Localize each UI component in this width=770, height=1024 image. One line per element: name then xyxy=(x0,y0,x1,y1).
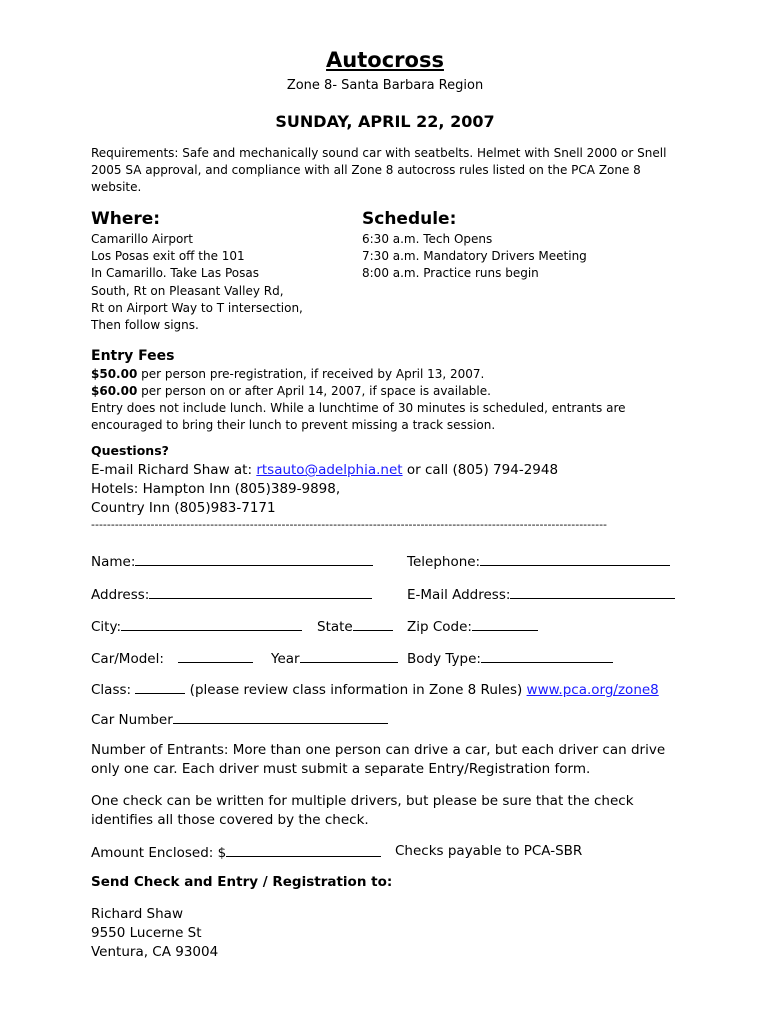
where-line: Camarillo Airport xyxy=(91,232,193,246)
fee-amount-late: $60.00 xyxy=(91,384,138,398)
questions-heading: Questions? xyxy=(91,443,169,458)
schedule-line: 6:30 a.m. Tech Opens xyxy=(362,232,493,246)
address-line: Richard Shaw xyxy=(91,906,183,922)
email-link[interactable]: rtsauto@adelphia.net xyxy=(256,462,403,478)
check-text: One check can be written for multiple drivers, but please be sure that the check identifies all those covered by the check. xyxy=(91,793,634,828)
fee-text-late: per person on or after April 14, 2007, if space is available. xyxy=(137,384,491,398)
name-blank[interactable] xyxy=(135,552,373,566)
address-field[interactable] xyxy=(91,585,372,603)
state-field[interactable] xyxy=(317,617,393,635)
car-number-field[interactable] xyxy=(91,710,388,728)
requirements-text: Requirements: Safe and mechanically sound car with seatbelts. Helmet with Snell 2000 or Snell 2005 SA approval, and compliance with all Zone 8 autocross rules listed on the PCA Zone 8 website. xyxy=(91,146,667,194)
send-heading: Send Check and Entry / Registration to: xyxy=(91,874,393,890)
region-subtitle: Zone 8- Santa Barbara Region xyxy=(286,78,484,93)
zip-label: Zip Code: xyxy=(407,619,472,635)
where-line: In Camarillo. Take Las Posas xyxy=(91,266,259,281)
checks-payable: Checks payable to PCA-SBR xyxy=(395,843,583,859)
where-line: South, Rt on Pleasant Valley Rd, xyxy=(91,283,284,298)
fee-line-pre xyxy=(91,366,691,383)
questions-contact xyxy=(91,461,558,518)
city-blank[interactable] xyxy=(121,617,302,631)
where-directions xyxy=(91,231,303,334)
amount-blank[interactable] xyxy=(226,843,381,857)
email-suffix: or call (805) 794-2948 xyxy=(402,462,559,478)
schedule-heading: Schedule: xyxy=(362,209,457,229)
name-field[interactable] xyxy=(91,552,373,570)
email-prefix: E-mail Richard Shaw at: xyxy=(91,462,257,478)
lunch-note: Entry does not include lunch. While a lunchtime of 30 minutes is scheduled, entrants are encouraged to bring their lunch to prevent missing a track session. xyxy=(91,401,626,432)
schedule-list xyxy=(362,231,587,283)
entry-fees-heading: Entry Fees xyxy=(91,348,175,364)
hotel-line: Country Inn (805)983-7171 xyxy=(91,500,276,516)
email-address-blank[interactable] xyxy=(510,585,675,599)
cut-line-separator: ---------------------------------------------------------------------------------------------------------------------------------- xyxy=(91,518,608,531)
zip-field[interactable] xyxy=(407,617,538,635)
car-model-field[interactable] xyxy=(91,649,253,667)
car-model-label: Car/Model: xyxy=(91,651,164,667)
car-number-blank[interactable] xyxy=(173,710,388,724)
fee-text-pre: per person pre-registration, if received by April 13, 2007. xyxy=(137,367,485,381)
schedule-line: 7:30 a.m. Mandatory Drivers Meeting xyxy=(362,249,587,264)
year-blank[interactable] xyxy=(300,649,398,663)
amount-label: Amount Enclosed: $ xyxy=(91,845,227,861)
event-date: SUNDAY, APRIL 22, 2007 xyxy=(275,112,495,131)
amount-field[interactable] xyxy=(91,843,381,861)
body-type-label: Body Type: xyxy=(407,651,481,667)
entry-fees-text xyxy=(91,366,691,434)
state-label: State xyxy=(317,619,353,635)
fee-amount-pre: $50.00 xyxy=(91,367,138,381)
zone8-rules-link[interactable]: www.pca.org/zone8 xyxy=(526,682,659,698)
city-field[interactable] xyxy=(91,617,302,635)
email-address-field[interactable] xyxy=(407,585,675,603)
hotel-line: Hotels: Hampton Inn (805)389-9898, xyxy=(91,481,341,497)
class-blank[interactable] xyxy=(135,680,185,694)
zip-blank[interactable] xyxy=(472,617,538,631)
class-field[interactable] xyxy=(91,680,659,698)
year-field[interactable] xyxy=(271,649,398,667)
body-type-field[interactable] xyxy=(407,649,613,667)
body-type-blank[interactable] xyxy=(481,649,613,663)
where-line: Rt on Airport Way to T intersection, xyxy=(91,300,303,315)
address-line: Ventura, CA 93004 xyxy=(91,944,219,960)
telephone-field[interactable] xyxy=(407,552,670,570)
schedule-line: 8:00 a.m. Practice runs begin xyxy=(362,266,539,281)
car-model-blank[interactable] xyxy=(178,649,253,663)
city-label: City: xyxy=(91,619,122,635)
where-line: Los Posas exit off the 101 xyxy=(91,249,245,264)
where-heading: Where: xyxy=(91,209,161,229)
page-title: Autocross xyxy=(326,48,444,72)
telephone-label: Telephone: xyxy=(407,554,481,570)
address-blank[interactable] xyxy=(149,585,372,599)
fee-line-late xyxy=(91,383,691,400)
address-line: 9550 Lucerne St xyxy=(91,925,202,941)
class-label: Class: xyxy=(91,682,132,698)
name-label: Name: xyxy=(91,554,136,570)
state-blank[interactable] xyxy=(353,617,393,631)
where-line: Then follow signs. xyxy=(91,318,199,333)
year-label: Year xyxy=(271,651,300,667)
email-address-label: E-Mail Address: xyxy=(407,587,511,603)
address-label: Address: xyxy=(91,587,150,603)
mailing-address xyxy=(91,905,218,962)
car-number-label: Car Number xyxy=(91,712,173,728)
class-note: (please review class information in Zone 8 Rules) xyxy=(189,682,523,698)
telephone-blank[interactable] xyxy=(480,552,670,566)
entrants-text: Number of Entrants: More than one person can drive a car, but each driver can drive only one car. Each driver must submit a separate Entry/Registration form. xyxy=(91,742,666,777)
